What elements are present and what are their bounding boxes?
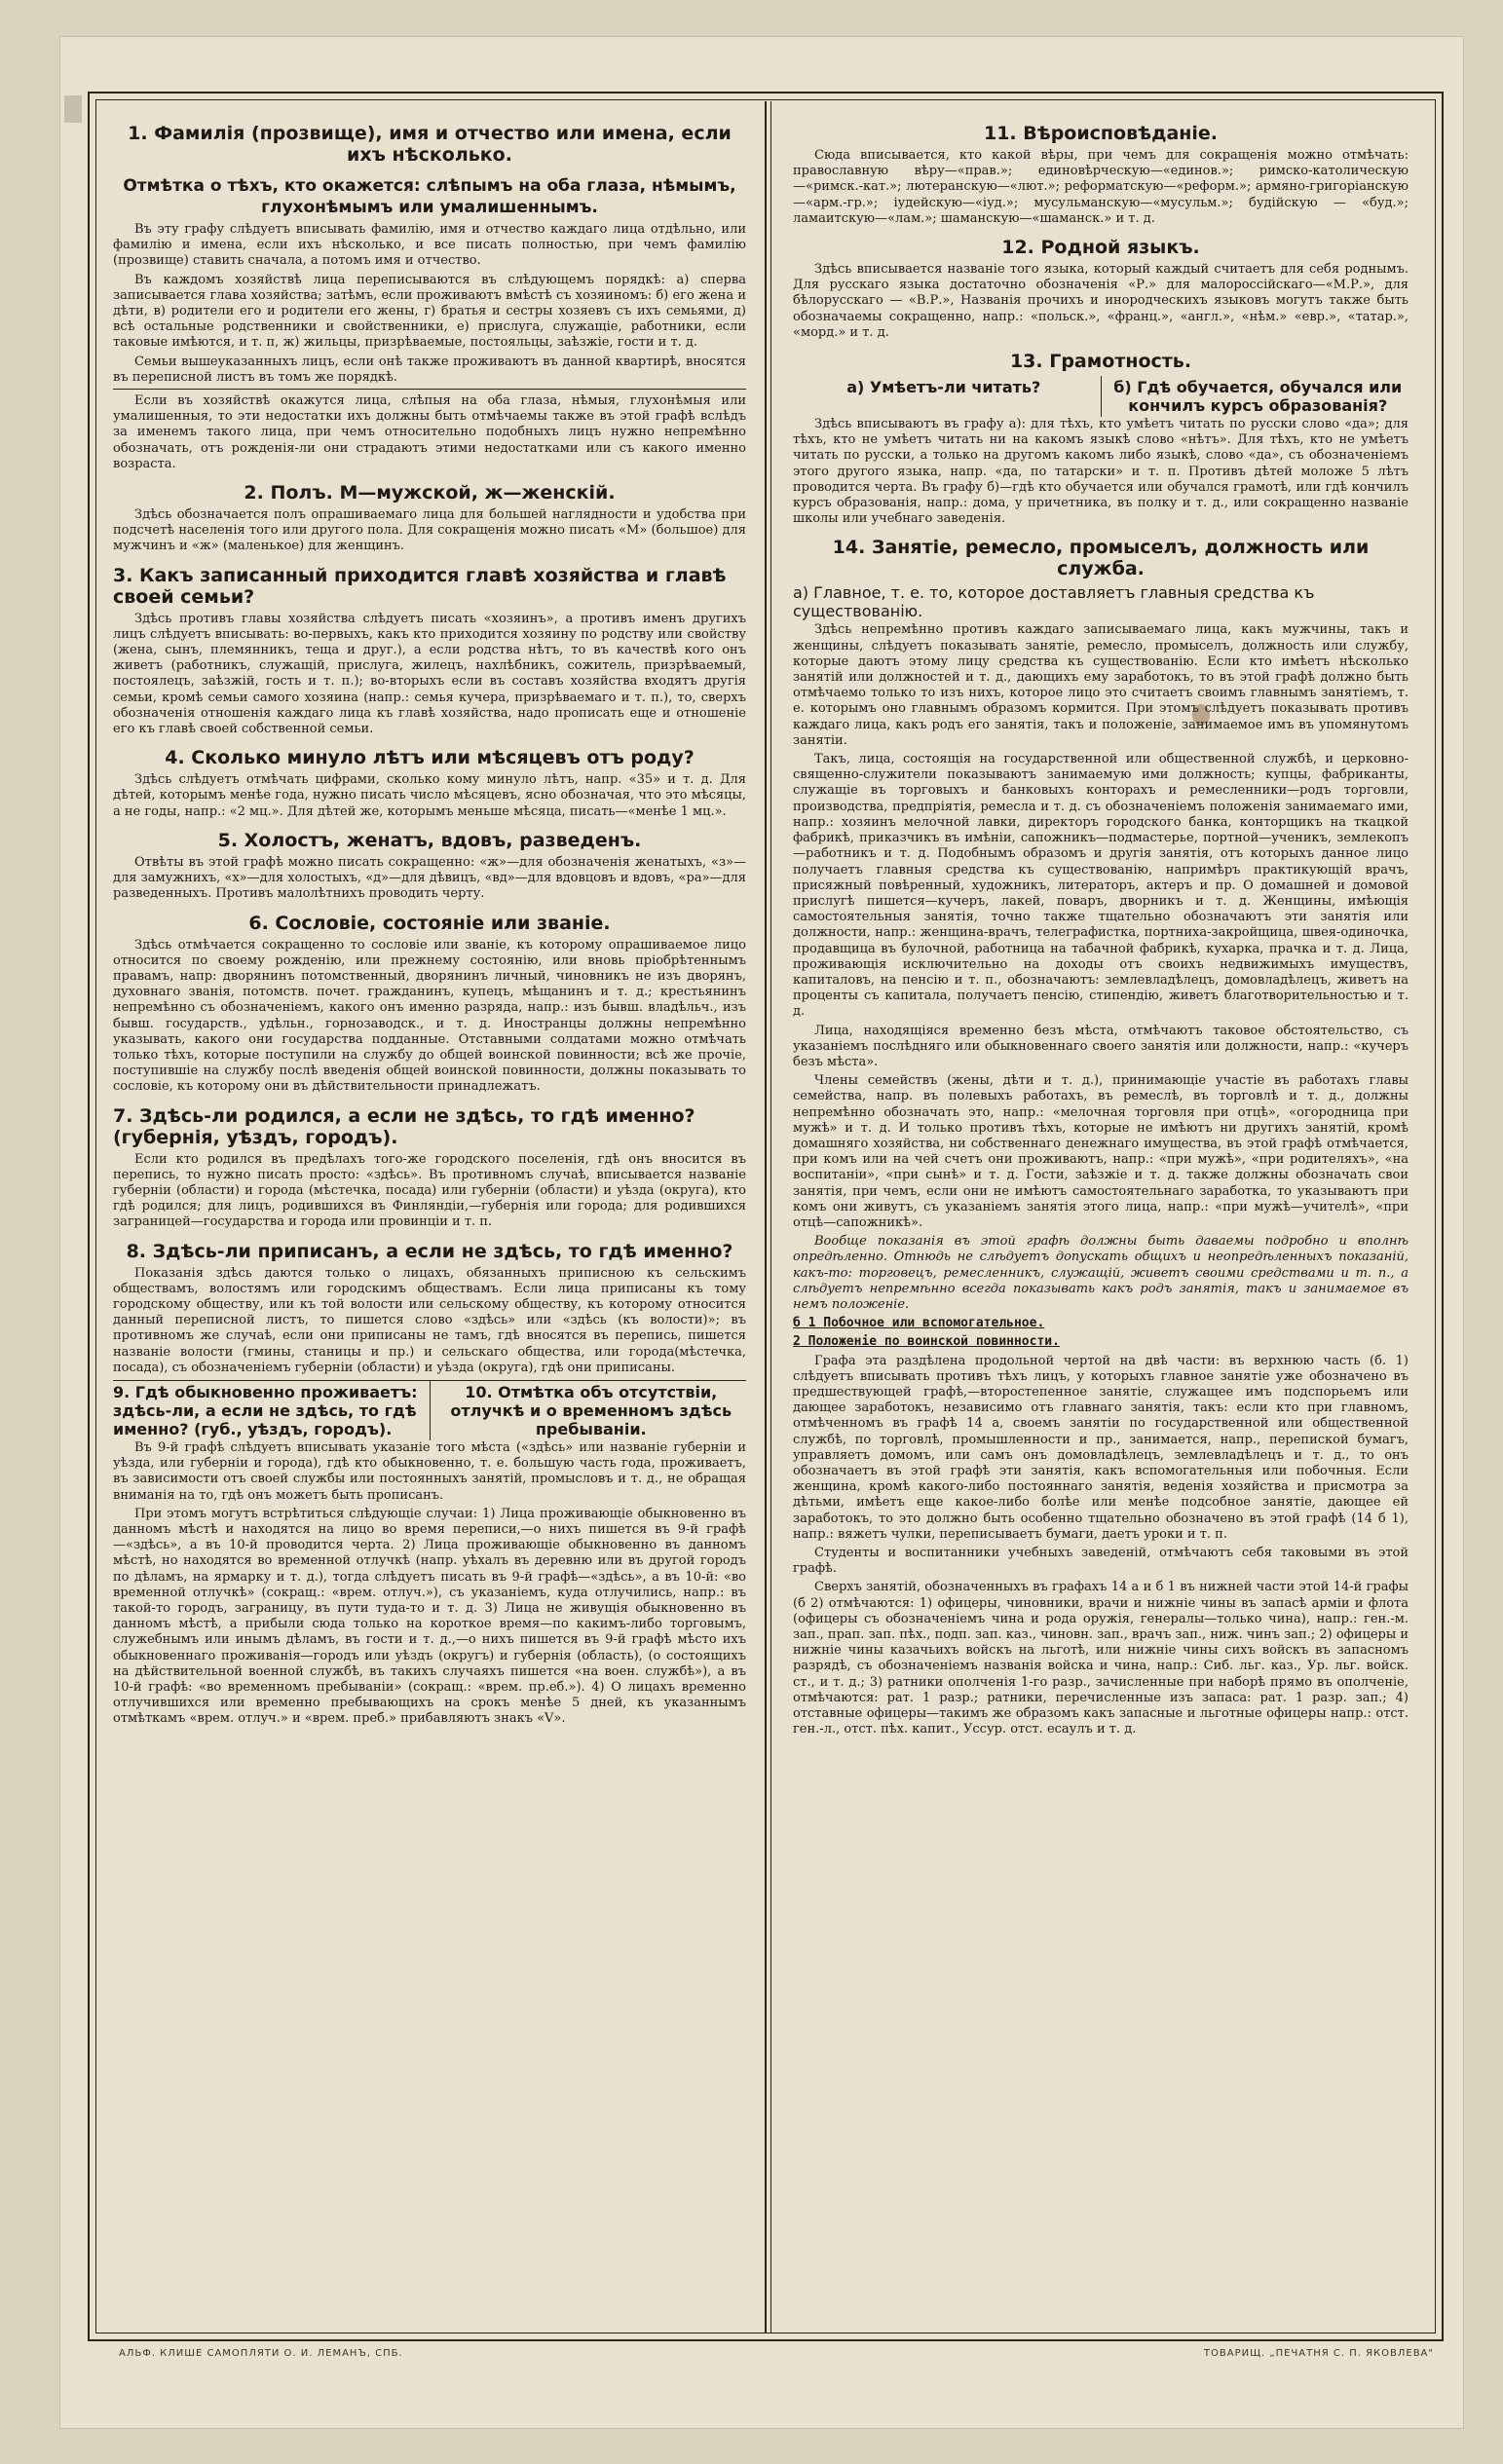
section-11-paragraph: Сюда вписывается, кто какой вѣры, при чемъ для сокращенія можно отмѣчать: православную вѣру—«прав.»; единовѣрческую—«единов.»; римско-католическую—«римск.-кат.»; лютеранскую—«лют.»; реформатскую—«реформ.»; армяно-григоріанскую—«арм.-гр.»; іудейскую—«іуд.»; мусульманскую—«мусульм.»; будійскую — «буд.»; ламаитскую—«лам.»; шаманскую—«шаманск.» и т. д.	[793, 148, 1409, 226]
section-9-title: 9. Гдѣ обыкновенно проживаетъ: здѣсь-ли, а если не здѣсь, то гдѣ именно? (губ., уѣздъ, городъ).	[113, 1382, 418, 1438]
section-9-paragraph: При этомъ могутъ встрѣтиться слѣдующіе случаи: 1) Лица проживающіе обыкновенно въ данномъ мѣстѣ и находятся на лицо во время переписи,—о нихъ пишется въ 9-й графѣ—«здѣсь», а въ 10-й проводится черта. 2) Лица проживающіе обыкновенно въ данномъ мѣстѣ, но находятся во временной отлучкѣ (напр. уѣхалъ въ деревню или въ другой городъ по дѣламъ, на ярмарку и т. д.), тогда слѣдуетъ писать въ 9-й графѣ—«здѣсь», а въ 10-й: «во временной отлучкѣ» (сокращ.: «врем. отлуч.»), съ указаніемъ, куда отлучились, напр.: въ такой-то городъ, заграницу, въ пути туда-то и т. д. 3) Лица не живущія обыкновенно въ данномъ мѣстѣ, а прибыли сюда только на короткое время—по какимъ-либо торговымъ, служебнымъ или инымъ дѣламъ, въ гости и т. д.,—о нихъ пишется въ 9-й графѣ мѣсто ихъ обыкновеннаго проживанія—городъ или уѣздъ (округъ) и губернія (область), (о состоящихъ на дѣйствительной военной службѣ, въ такихъ случаяхъ пишется «на воен. службѣ»), а въ 10-й графѣ: «во временномъ пребываніи» (сокращ.: «врем. пр.еб.»). 4) О лицахъ временно отлучившихся или временно пребывающихъ на срокъ менѣе 5 дней, къ указаннымъ отмѣткамъ «врем. отлуч.» и «врем. преб.» прибавляютъ знакъ «V».	[113, 1506, 746, 1727]
section-2-title: 2. Полъ. М—мужской, ж—женскій.	[244, 482, 616, 504]
section-12-paragraph: Здѣсь вписывается названіе того языка, который каждый считаетъ для себя роднымъ. Для русскаго языка достаточно обозначенія «Р.» для малороссійскаго—«М.Р.», для бѣлорусскаго — «В.Р.», Названія прочихъ и инородческихъ языковъ могутъ также быть обозначаемы сокращенно, напр.: «польск.», «франц.», «англ.», «нѣм.» «евр.», «татар.», «морд.» и т. д.	[793, 262, 1409, 340]
section-14-b1: б 1 Побочное или вспомогательное.	[793, 1316, 1045, 1331]
printer-credit-right: ТОВАРИЩ. „ПЕЧАТНЯ С. П. ЯКОВЛЕВА"	[1203, 2348, 1434, 2359]
section-14-paragraph: Члены семействъ (жены, дѣти и т. д.), принимающіе участіе въ работахъ главы семейства, напр. въ полевыхъ работахъ, въ ремеслѣ, въ торговлѣ и т. д., должны непремѣнно обозначать это, напр.: «мелочная торговля при отцѣ», «огородница при мужѣ» и т. д. И только противъ тѣхъ, которые не имѣютъ ни другихъ занятій, кромѣ домашняго хозяйства, ни собственнаго денежнаго имущества, въ этой графѣ отмѣчается, при комъ или на чей счетъ они проживаютъ, напр.: «при мужѣ», «при родителяхъ», «на воспитаніи», «при сынѣ» и т. д. Гости, заѣзжіе и т. д. также должны обозначать свои занятія, при чемъ, если они не имѣютъ самостоятельнаго заработка, то указываютъ при комъ они живутъ, съ указаніемъ занятія этого лица, напр.: «при мужѣ—учителѣ», «при отцѣ—сапожникѣ».	[793, 1073, 1409, 1230]
section-14-paragraph: Здѣсь непремѣнно противъ каждаго записываемаго лица, какъ мужчины, такъ и женщины, слѣдуетъ показывать занятіе, ремесло, промыселъ, должность или службу, которые даютъ этому лицу средства къ существованію. Если кто имѣетъ нѣсколько занятій или должностей и т. д., дающихъ ему заработокъ, то въ этой графѣ должно быть отмѣчаемо только то изъ нихъ, которое лицо это считаетъ своимъ главнымъ занятіемъ, т. е. которымъ оно главнымъ образомъ кормится. При этомъ слѣдуетъ показывать противъ каждаго лица, какъ родъ его занятія, такъ и положеніе, занимаемое имъ въ упомянутомъ занятіи.	[793, 622, 1409, 748]
section-7-paragraph: Если кто родился въ предѣлахъ того-же городского поселенія, гдѣ онъ вносится въ перепись, то нужно писать просто: «здѣсь». Въ противномъ случаѣ, вписывается названіе губерніи (области) и города (мѣстечка, посада) или губерніи (области) и уѣзда (округа), кто гдѣ родился; для лицъ, родившихся въ Финляндіи,—губернія или города; для родившихся заграницей—государства и города или провинціи и т. п.	[113, 1151, 746, 1230]
section-5-title: 5. Холостъ, женатъ, вдовъ, разведенъ.	[217, 829, 642, 851]
section-8-title: 8. Здѣсь-ли приписанъ, а если не здѣсь, то гдѣ именно?	[126, 1240, 733, 1262]
section-14-title: 14. Занятіе, ремесло, промыселъ, должность или служба.	[832, 537, 1370, 580]
section-14-paragraph: Вообще показанія въ этой графѣ должны быть даваемы подробно и вполнѣ опредѣленно. Отнюдь не слѣдуетъ допускать общихъ и неопредѣленныхъ показаній, какъ-то: торговецъ, ремесленникъ, служащій, живетъ своими средствами и т. п., а слѣдуетъ непремѣнно всегда показывать какъ родъ занятія, такъ и занимаемое въ немъ положеніе.	[793, 1234, 1409, 1312]
paper-mark	[64, 95, 82, 123]
section-13-b: б) Гдѣ обучается, обучался или кончилъ курсъ образованія?	[1113, 378, 1403, 416]
section-1-paragraph: Если въ хозяйствѣ окажутся лица, слѣпыя на оба глаза, нѣмыя, глухонѣмыя или умалишенныя, то эти недостатки ихъ должны быть отмѣчаемы также въ этой графѣ вслѣдъ за именемъ такого лица, при чемъ относительно подобныхъ лицъ нужно непремѣнно обозначать, отъ рожденія-ли они страдаютъ этими недостатками или съ какого именно возраста.	[113, 389, 746, 472]
section-13-a: а) Умѣетъ-ли читать?	[846, 378, 1041, 397]
section-11-title: 11. Вѣроисповѣданіе.	[983, 123, 1219, 144]
printer-credit-left: АЛЬФ. КЛИШЕ САМОПЛЯТИ О. И. ЛЕМАНЪ, СПБ.	[119, 2348, 403, 2359]
section-7-title: 7. Здѣсь-ли родился, а если не здѣсь, то гдѣ именно? (губернія, уѣздъ, городъ).	[113, 1104, 695, 1148]
section-1-subtitle: Отмѣтка о тѣхъ, кто окажется: слѣпымъ на оба глаза, нѣмымъ, глухонѣмымъ или умалишеннымъ.	[123, 176, 736, 217]
section-1-paragraph: Въ каждомъ хозяйствѣ лица переписываются въ слѣдующемъ порядкѣ: а) сперва записывается глава хозяйства; затѣмъ, если проживаютъ вмѣстѣ съ хозяиномъ: б) его жена и дѣти, в) родители его и родители его жены, г) братья и сестры хозяевъ съ ихъ семьями, д) всѣ остальные родственники и свойственники, е) прислуга, служащіе, работники, если таковые имѣются, и т. п, ж) жильцы, призрѣваемые, постояльцы, заѣзжіе, гости и т. д.	[113, 272, 746, 351]
section-13-paragraph: Здѣсь вписываютъ въ графу а): для тѣхъ, кто умѣетъ читать по русски слово «да»; для тѣхъ, кто не умѣетъ читать ни на какомъ языкѣ слово «нѣтъ». Для тѣхъ, кто не умѣетъ читать по русски, а только на другомъ какомъ либо языкѣ, слово «да», съ обозначеніемъ этого другого языка, напр. «да, по татарски» и т. п. Противъ дѣтей моложе 5 лѣтъ проводится черта. Въ графу б)—гдѣ кто обучается или обучался грамотѣ, или гдѣ кончилъ курсъ образованія, напр.: дома, у причетника, въ полку и т. д., или сокращенно названіе школы или учебнаго заведенія.	[793, 417, 1409, 527]
section-4-title: 4. Сколько минуло лѣтъ или мѣсяцевъ отъ роду?	[165, 747, 695, 769]
census-instruction-sheet	[60, 37, 1463, 2428]
sections-9-10-header	[113, 1380, 746, 1440]
column-divider-thin	[770, 101, 771, 2333]
section-9-paragraph: Въ 9-й графѣ слѣдуетъ вписывать указаніе того мѣста («здѣсь» или названіе губерніи и уѣзда, или губерніи и города), гдѣ кто обыкновенно, т. е. большую часть года, проживаетъ, въ зависимости отъ своей службы или постоянныхъ занятій, промысловъ и т. д., не обращая вниманія на то, гдѣ онъ можетъ быть прописанъ.	[113, 1439, 746, 1503]
section-14-a: а) Главное, т. е. то, которое доставляетъ главныя средства къ существованію.	[793, 583, 1315, 621]
section-2-paragraph: Здѣсь обозначается полъ опрашиваемаго лица для большей наглядности и удобства при подсчетѣ населенія того или другого пола. Для сокращенія можно писать «М» (большое) для мужчинъ и «ж» (маленькое) для женщинъ.	[113, 507, 746, 554]
section-3-title: 3. Какъ записанный приходится главѣ хозяйства и главѣ своей семьи?	[113, 564, 727, 608]
section-1-paragraph: Семьи вышеуказанныхъ лицъ, если онѣ также проживаютъ въ данной квартирѣ, вносятся въ переписной листъ въ томъ же порядкѣ.	[113, 354, 746, 385]
section-14-paragraph: Такъ, лица, состоящія на государственной или общественной службѣ, и церковно-священно-служители показываютъ занимаемую ими должность; купцы, фабриканты, служащіе въ торговыхъ и банковыхъ конторахъ и ремесленники—родъ торговли, производства, предпріятія, ремесла и т. д. съ обозначеніемъ положенія занимаемаго ими, напр.: хозяинъ мелочной лавки, директоръ городского банка, конторщикъ на ткацкой фабрикѣ, приказчикъ въ имѣніи, сапожникъ—подмастерье, портной—ученикъ, землекопъ—работникъ и т. д. Подобнымъ образомъ и другія занятія, отъ которыхъ данное лицо получаетъ главныя средства къ существованію, напримѣръ практикующій врачъ, присяжный повѣренный, художникъ, литераторъ, актеръ и пр. О домашней и домовой прислугѣ пишется—кучеръ, лакей, поваръ, дворникъ и т. д. Женщины, имѣющія самостоятельныя занятія, точно также тщательно обозначаютъ эти занятія или должности, напр.: женщина-врачъ, телеграфистка, портниха-закройщица, швея-одиночка, продавщица въ булочной, работница на табачной фабрикѣ, кухарка, прачка и т. д. Лица, проживающія исключительно на доходы отъ своихъ недвижимыхъ имуществъ, капиталовъ, на пенсію и т. п., обозначаютъ: землевладѣлецъ, домовладѣлецъ, живетъ на проценты съ капитала, получаетъ пенсію, стипендію, живетъ благотворительностью и т. д.	[793, 752, 1409, 1020]
column-divider	[765, 101, 767, 2333]
section-6-paragraph: Здѣсь отмѣчается сокращенно то сословіе или званіе, къ которому опрашиваемое лицо относится по своему рожденію, или прежнему состоянію, или вновь пріобрѣтеннымъ правамъ, напр: дворянинъ потомственный, дворянинъ личный, чиновникъ не изъ дворянъ, духовнаго званія, потомств. почет. гражданинъ, купецъ, мѣщанинъ и т. д.; крестьянинъ непремѣнно съ обозначеніемъ, какого онъ именно разряда, напр.: изъ бывш. владѣльч., изъ бывш. государств., удѣльн., горнозаводск., и т. д. Иностранцы должны непремѣнно указывать, какого они государства подданные. Отставными солдатами можно отмѣчать только тѣхъ, которые поступили на службу до общей воинской повинности; всѣ же прочіе, поступившіе на службу послѣ введенія общей воинской повинности, должны показывать то сословіе, къ которому они въ дѣйствительности принадлежатъ.	[113, 937, 746, 1095]
section-8-paragraph: Показанія здѣсь даются только о лицахъ, обязанныхъ приписною къ сельскимъ обществамъ, волостямъ или городскимъ обществамъ. Если лица приписаны къ тому городскому обществу, или къ той волости или сельскому обществу, къ которому относится данный переписной листъ, то пишется слово «здѣсь» или «здѣсь (къ волости)»; въ противномъ же случаѣ, если они приписаны не тамъ, гдѣ вносятся въ перепись, пишется названіе волости (гмины, станицы и пр.) и сельскаго общества, или города(мѣстечка, посада), съ обозначеніемъ губерніи (области) и уѣзда (округа), гдѣ они приписаны.	[113, 1265, 746, 1375]
section-14-paragraph: Сверхъ занятій, обозначенныхъ въ графахъ 14 а и б 1 въ нижней части этой 14-й графы (б 2) отмѣчаются: 1) офицеры, чиновники, врачи и нижніе чины въ запасѣ арміи и флота (офицеры съ обозначеніемъ чина и рода оружія, генералы—только чина), напр.: ген.-м. зап., прап. зап. пѣх., подп. зап. каз., чиновн. зап., врачъ зап., ниж. чинъ зап.; 2) офицеры и нижніе чины казачьихъ войскъ на льготѣ, или нижніе чины сихъ войскъ въ запасномъ разрядѣ, съ обозначеніемъ названія войска и чина, напр.: Сиб. льг. каз., Ур. льг. войск. ст., и т. д.; 3) ратники ополченія 1-го разр., зачисленные при наборѣ прямо въ ополченіе, отмѣчаются: рат. 1 разр.; ратники, перечисленные изъ запаса: рат. 1 разр. зап.; 4) отставные офицеры—такимъ же образомъ какъ запасные и льготные офицеры напр.: отст. ген.-л., отст. пѣх. капит., Уссур. отст. есаулъ и т. д.	[793, 1580, 1409, 1737]
section-6-title: 6. Сословіе, состояніе или званіе.	[248, 912, 611, 934]
section-14-paragraph: Лица, находящіяся временно безъ мѣста, отмѣчаютъ таковое обстоятельство, съ указаніемъ послѣдняго или обыкновеннаго своего занятія или должности, напр.: «кучеръ безъ мѣста».	[793, 1023, 1409, 1069]
section-13-title: 13. Грамотность.	[1009, 351, 1192, 373]
section-14-paragraph: Графа эта раздѣлена продольной чертой на двѣ части: въ верхнюю часть (б. 1) слѣдуетъ вписывать противъ тѣхъ лицъ, у которыхъ главное занятіе уже обозначено въ предшествующей графѣ,—второстепенное занятіе, служащее имъ подспорьемъ или дающее заработокъ, независимо отъ главнаго занятія, такъ: если кто при главномъ, отмѣченномъ въ графѣ 14 а, своемъ занятіи по государственной или общественной службѣ, по торговлѣ, промышленности и пр., занимается, напр., перепиской бумагъ, управляетъ домомъ, или самъ онъ домовладѣлецъ, землевладѣлецъ и т. д., то онъ обозначаетъ въ этой графѣ эти занятія, какъ вспомогательныя или побочныя. Если женщина, кромѣ какого-либо постояннаго занятія, веденія хозяйства и присмотра за дѣтьми, имѣетъ еще какое-либо болѣе или менѣе подсобное занятіе, дающее ей заработокъ, то это должно быть особенно тщательно обозначено въ этой графѣ (14 б 1), напр.: вяжетъ чулки, переписываетъ бумаги, даетъ уроки и т. п.	[793, 1353, 1409, 1542]
section-4-paragraph: Здѣсь слѣдуетъ отмѣчать цифрами, сколько кому минуло лѣтъ, напр. «35» и т. д. Для дѣтей, которымъ менѣе года, нужно писать число мѣсяцевъ, ясно обозначая, что это мѣсяцы, а не годы, напр.: «2 мц.». Для дѣтей же, которымъ меньше мѣсяца, писать—«менѣе 1 мц.».	[113, 772, 746, 819]
section-1-paragraph: Въ эту графу слѣдуетъ вписывать фамилію, имя и отчество каждаго лица отдѣльно, или фамилію и имена, если ихъ нѣсколько, и все писать полностью, при чемъ фамилію (прозвище) ставить сначала, а потомъ имя и отчество.	[113, 222, 746, 269]
left-column	[113, 113, 746, 2316]
section-14-b2: 2 Положеніе по воинской повинности.	[793, 1334, 1060, 1350]
section-3-paragraph: Здѣсь противъ главы хозяйства слѣдуетъ писать «хозяинъ», а противъ именъ другихъ лицъ слѣдуетъ вписывать: во-первыхъ, какъ кто приходится хозяину по родству или свойству (жена, сынъ, племянникъ, теща и друг.), а если родства нѣтъ, то въ качествѣ кого онъ живетъ (работникъ, служащій, прислуга, жилецъ, нахлѣбникъ, сожитель, призрѣваемый, постоялецъ, заѣзжій, гость и т. п.); во-вторыхъ если въ составъ хозяйства входятъ другія семьи, кромѣ семьи самого хозяина (напр.: семья кучера, призрѣваемаго и т. п.), то, сверхъ обозначенія отношенія каждаго лица къ главѣ хозяйства, надо прописать еще и отношеніе его къ главѣ своей собственной семьи.	[113, 611, 746, 737]
section-5-paragraph: Отвѣты въ этой графѣ можно писать сокращенно: «ж»—для обозначенія женатыхъ, «з»—для замужнихъ, «х»—для холостыхъ, «д»—для дѣвицъ, «вд»—для вдовцовъ и вдовъ, «ра»—для разведенныхъ. Противъ малолѣтнихъ проводить черту.	[113, 854, 746, 902]
section-10-title: 10. Отмѣтка объ отсутствіи, отлучкѣ и о временномъ здѣсь пребываніи.	[450, 1382, 733, 1438]
section-1-title: 1. Фамилія (прозвище), имя и отчество или имена, если ихъ нѣсколько.	[128, 123, 732, 166]
section-14-paragraph: Студенты и воспитанники учебныхъ заведеній, отмѣчаютъ себя таковыми въ этой графѣ.	[793, 1546, 1409, 1577]
section-13-columns	[793, 376, 1409, 417]
right-column	[793, 113, 1409, 2316]
section-12-title: 12. Родной языкъ.	[1001, 237, 1200, 259]
